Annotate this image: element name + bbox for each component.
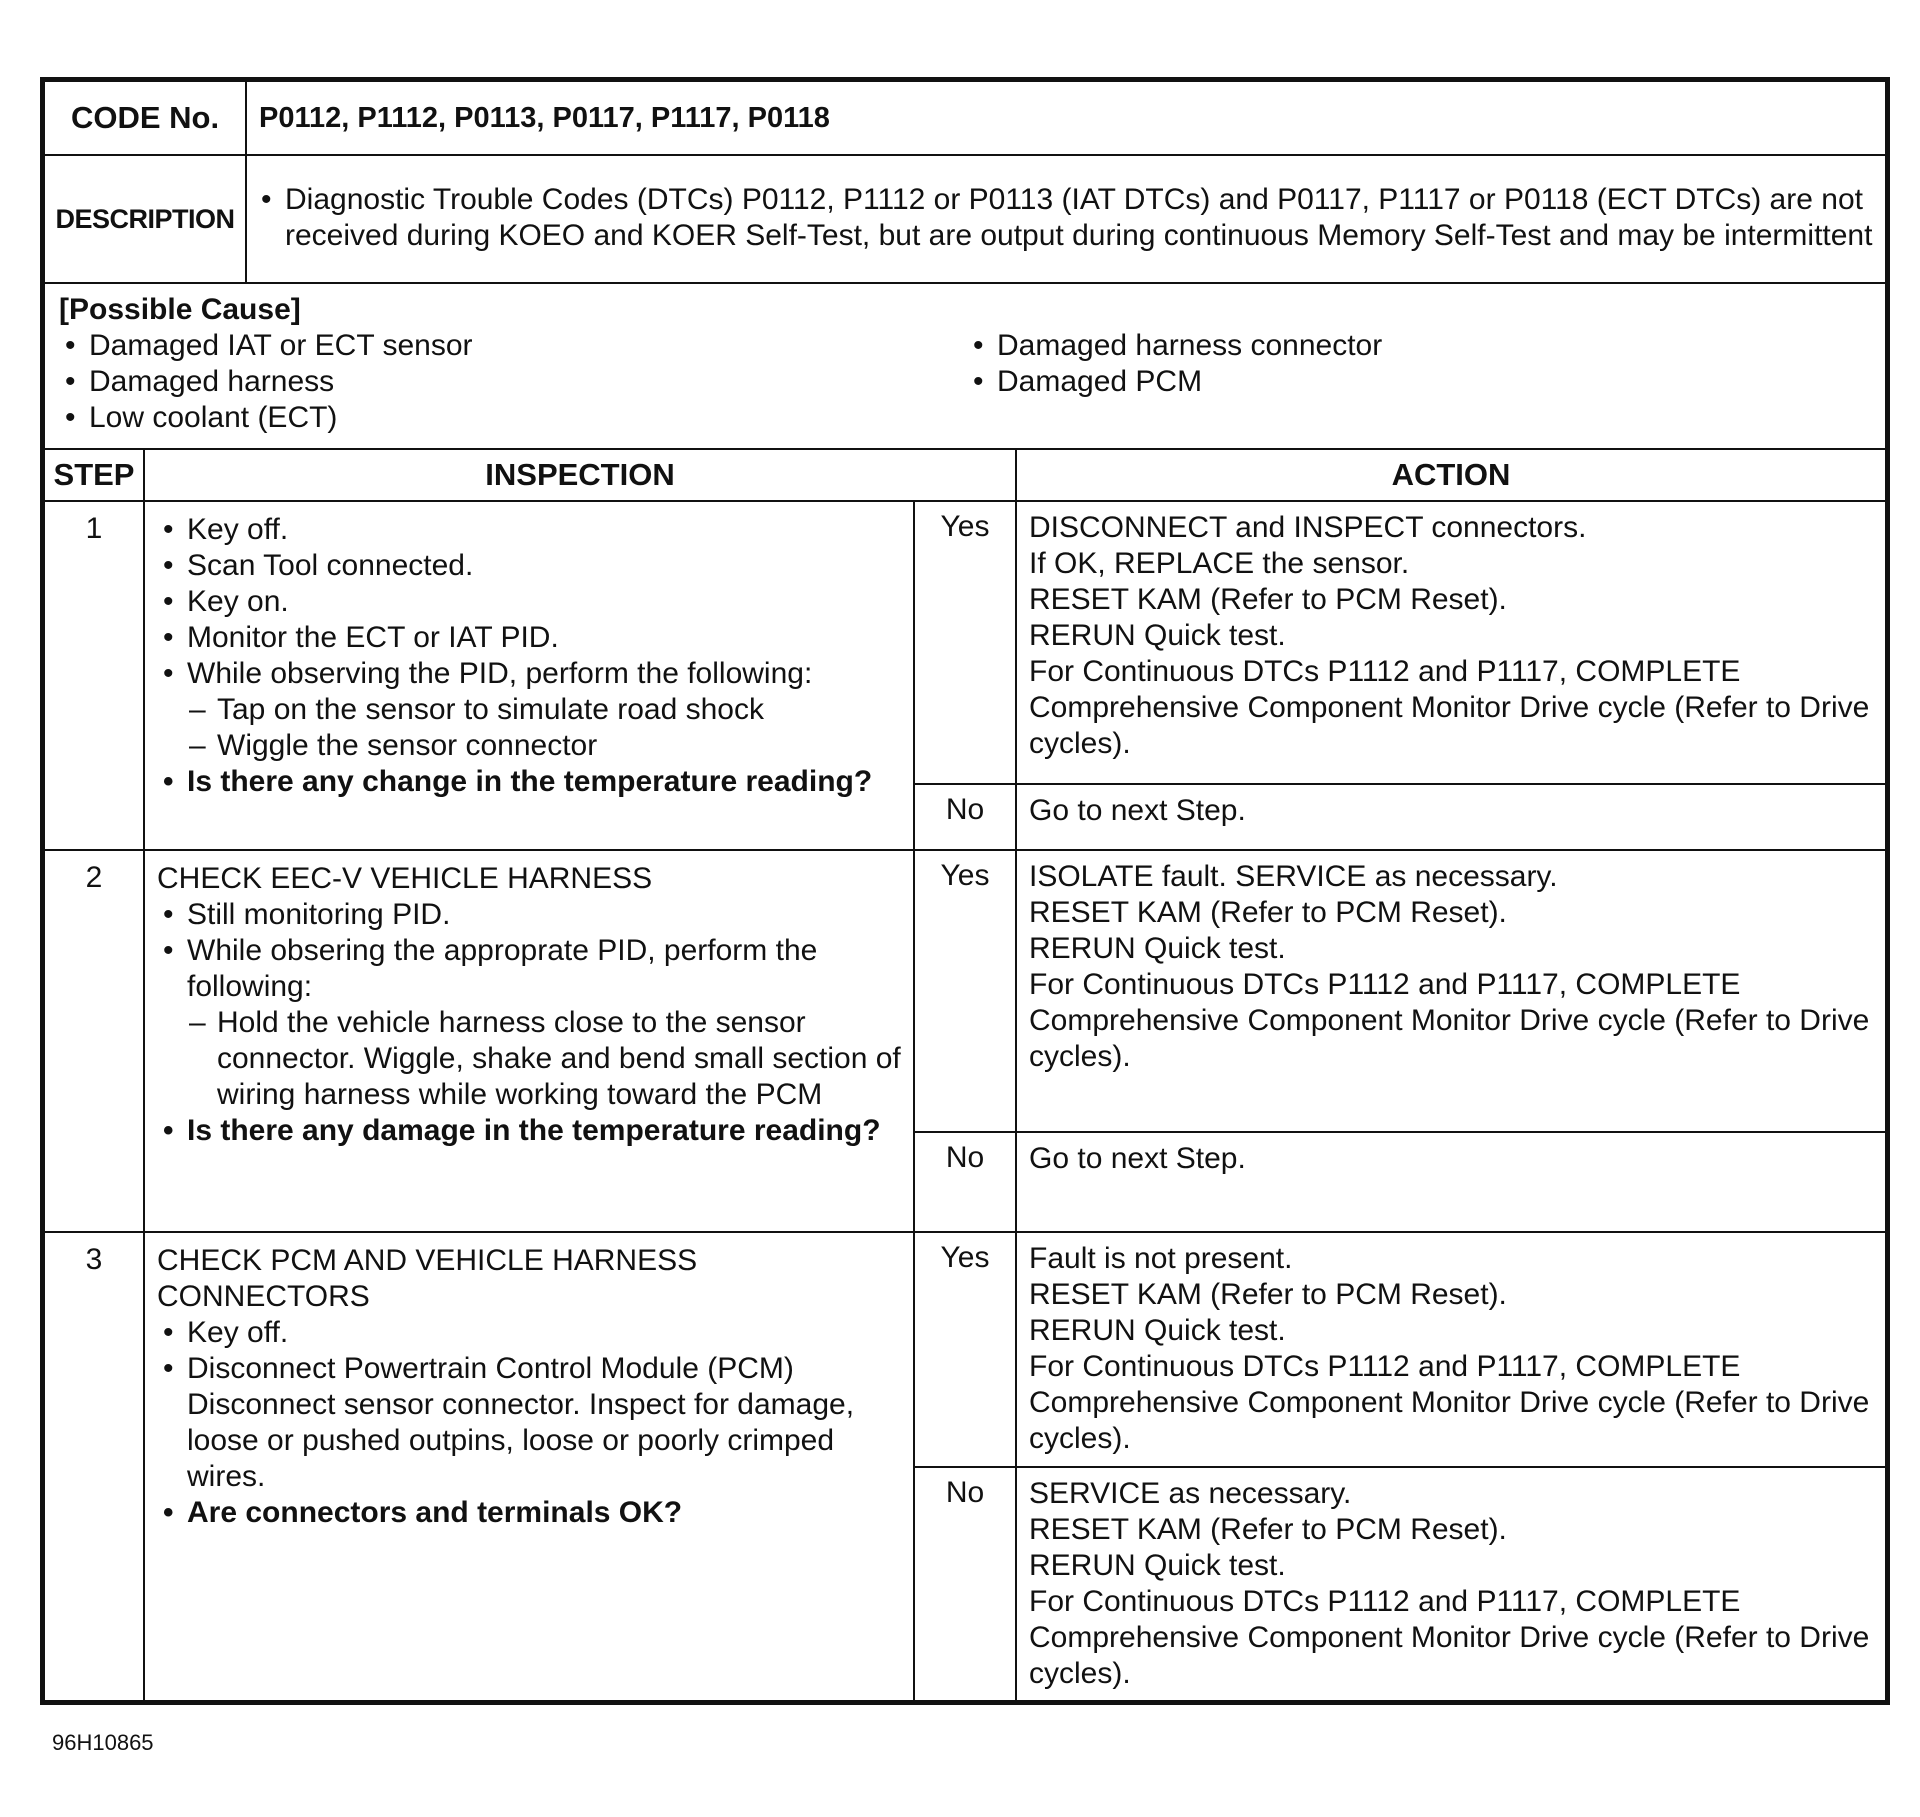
inspection-heading: CHECK EEC-V VEHICLE HARNESS: [157, 862, 653, 895]
inspection-item: • Scan Tool connected.: [157, 548, 901, 584]
yes-action: ISOLATE fault. SERVICE as necessary. RESET KAM (Refer to PCM Reset). RERUN Quick test. For Continuous DTCs P1112 and P1117, COMPLETE Comprehensive Component Monitor Drive cycle (Refer to Drive cycles).: [1016, 850, 1886, 1132]
cause-item: • Damaged harness: [59, 364, 965, 400]
step-number: 3: [44, 1232, 144, 1701]
cause-item: • Damaged harness connector: [967, 328, 1873, 364]
column-action: ACTION: [1016, 449, 1886, 501]
no-label: No: [914, 1467, 1016, 1701]
code-label: CODE No.: [44, 81, 246, 155]
step-number: 2: [44, 850, 144, 1232]
description-text: • Diagnostic Trouble Codes (DTCs) P0112, P1112 or P0113 (IAT DTCs) and P0117, P1117 or P0118 (ECT DTCs) are not received during KOEO and KOER Self-Test, but are output during continuous Memory Self-Test and may be intermittent: [255, 182, 1873, 254]
inspection-subitem: – Hold the vehicle harness close to the sensor connector. Wiggle, shake and bend small section of wiring harness while working toward the PCM: [187, 1005, 901, 1113]
inspection-item: • Still monitoring PID.: [157, 897, 901, 933]
inspection-item: • Monitor the ECT or IAT PID.: [157, 620, 901, 656]
inspection-subitem: – Wiggle the sensor connector: [187, 728, 901, 764]
inspection-subitem: – Tap on the sensor to simulate road shock: [187, 692, 901, 728]
figure-id: 96H10865: [52, 1730, 154, 1755]
column-step: STEP: [44, 449, 144, 501]
step-number: 1: [44, 501, 144, 850]
inspection-item: • Disconnect Powertrain Control Module (PCM) Disconnect sensor connector. Inspect for damage, loose or pushed outpins, loose or poorly crimped wires.: [157, 1351, 901, 1495]
possible-cause-section: [44, 283, 1886, 449]
description-cell: [246, 155, 1886, 283]
inspection-item: • Key off.: [157, 1315, 901, 1351]
yes-label: Yes: [914, 501, 1016, 784]
no-action: SERVICE as necessary. RESET KAM (Refer to PCM Reset). RERUN Quick test. For Continuous DTCs P1112 and P1117, COMPLETE Comprehensive Component Monitor Drive cycle (Refer to Drive cycles).: [1016, 1467, 1886, 1701]
no-action: Go to next Step.: [1016, 1132, 1886, 1232]
inspection-heading: CHECK PCM AND VEHICLE HARNESS CONNECTORS: [157, 1244, 698, 1313]
step-inspection: [144, 850, 914, 1232]
yes-action: Fault is not present. RESET KAM (Refer to PCM Reset). RERUN Quick test. For Continuous DTCs P1112 and P1117, COMPLETE Comprehensive Component Monitor Drive cycle (Refer to Drive cycles).: [1016, 1232, 1886, 1467]
yes-label: Yes: [914, 850, 1016, 1132]
diagnostic-sheet: [40, 77, 1890, 1705]
code-header-table: [43, 80, 1887, 450]
inspection-item: • While obsering the approprate PID, perform the following: – Hold the vehicle harness close to the sensor connector. Wiggle, shake and bend small section of wiring harness while working toward the PCM: [157, 933, 901, 1113]
possible-cause-title: [Possible Cause]: [59, 293, 301, 326]
step-inspection: [144, 501, 914, 850]
inspection-question: • Are connectors and terminals OK?: [157, 1495, 901, 1531]
no-action: Go to next Step.: [1016, 784, 1886, 850]
yes-label: Yes: [914, 1232, 1016, 1467]
steps-table: [43, 448, 1887, 1702]
inspection-question: • Is there any change in the temperature reading?: [157, 764, 901, 800]
no-label: No: [914, 784, 1016, 850]
cause-item: • Damaged PCM: [967, 364, 1873, 400]
inspection-question: • Is there any damage in the temperature reading?: [157, 1113, 901, 1149]
step-inspection: [144, 1232, 914, 1701]
yes-action: DISCONNECT and INSPECT connectors. If OK, REPLACE the sensor. RESET KAM (Refer to PCM Reset). RERUN Quick test. For Continuous DTCs P1112 and P1117, COMPLETE Comprehensive Component Monitor Drive cycle (Refer to Drive cycles).: [1016, 501, 1886, 784]
code-list: P0112, P1112, P0113, P0117, P1117, P0118: [246, 81, 1886, 155]
column-inspection: INSPECTION: [144, 449, 1016, 501]
cause-item: • Damaged IAT or ECT sensor: [59, 328, 965, 364]
cause-item: • Low coolant (ECT): [59, 400, 965, 436]
no-label: No: [914, 1132, 1016, 1232]
inspection-item: • Key off.: [157, 512, 901, 548]
inspection-item: • Key on.: [157, 584, 901, 620]
description-label: DESCRIPTION: [44, 155, 246, 283]
inspection-item: • While observing the PID, perform the following: – Tap on the sensor to simulate road shock – Wiggle the sensor connector: [157, 656, 901, 764]
